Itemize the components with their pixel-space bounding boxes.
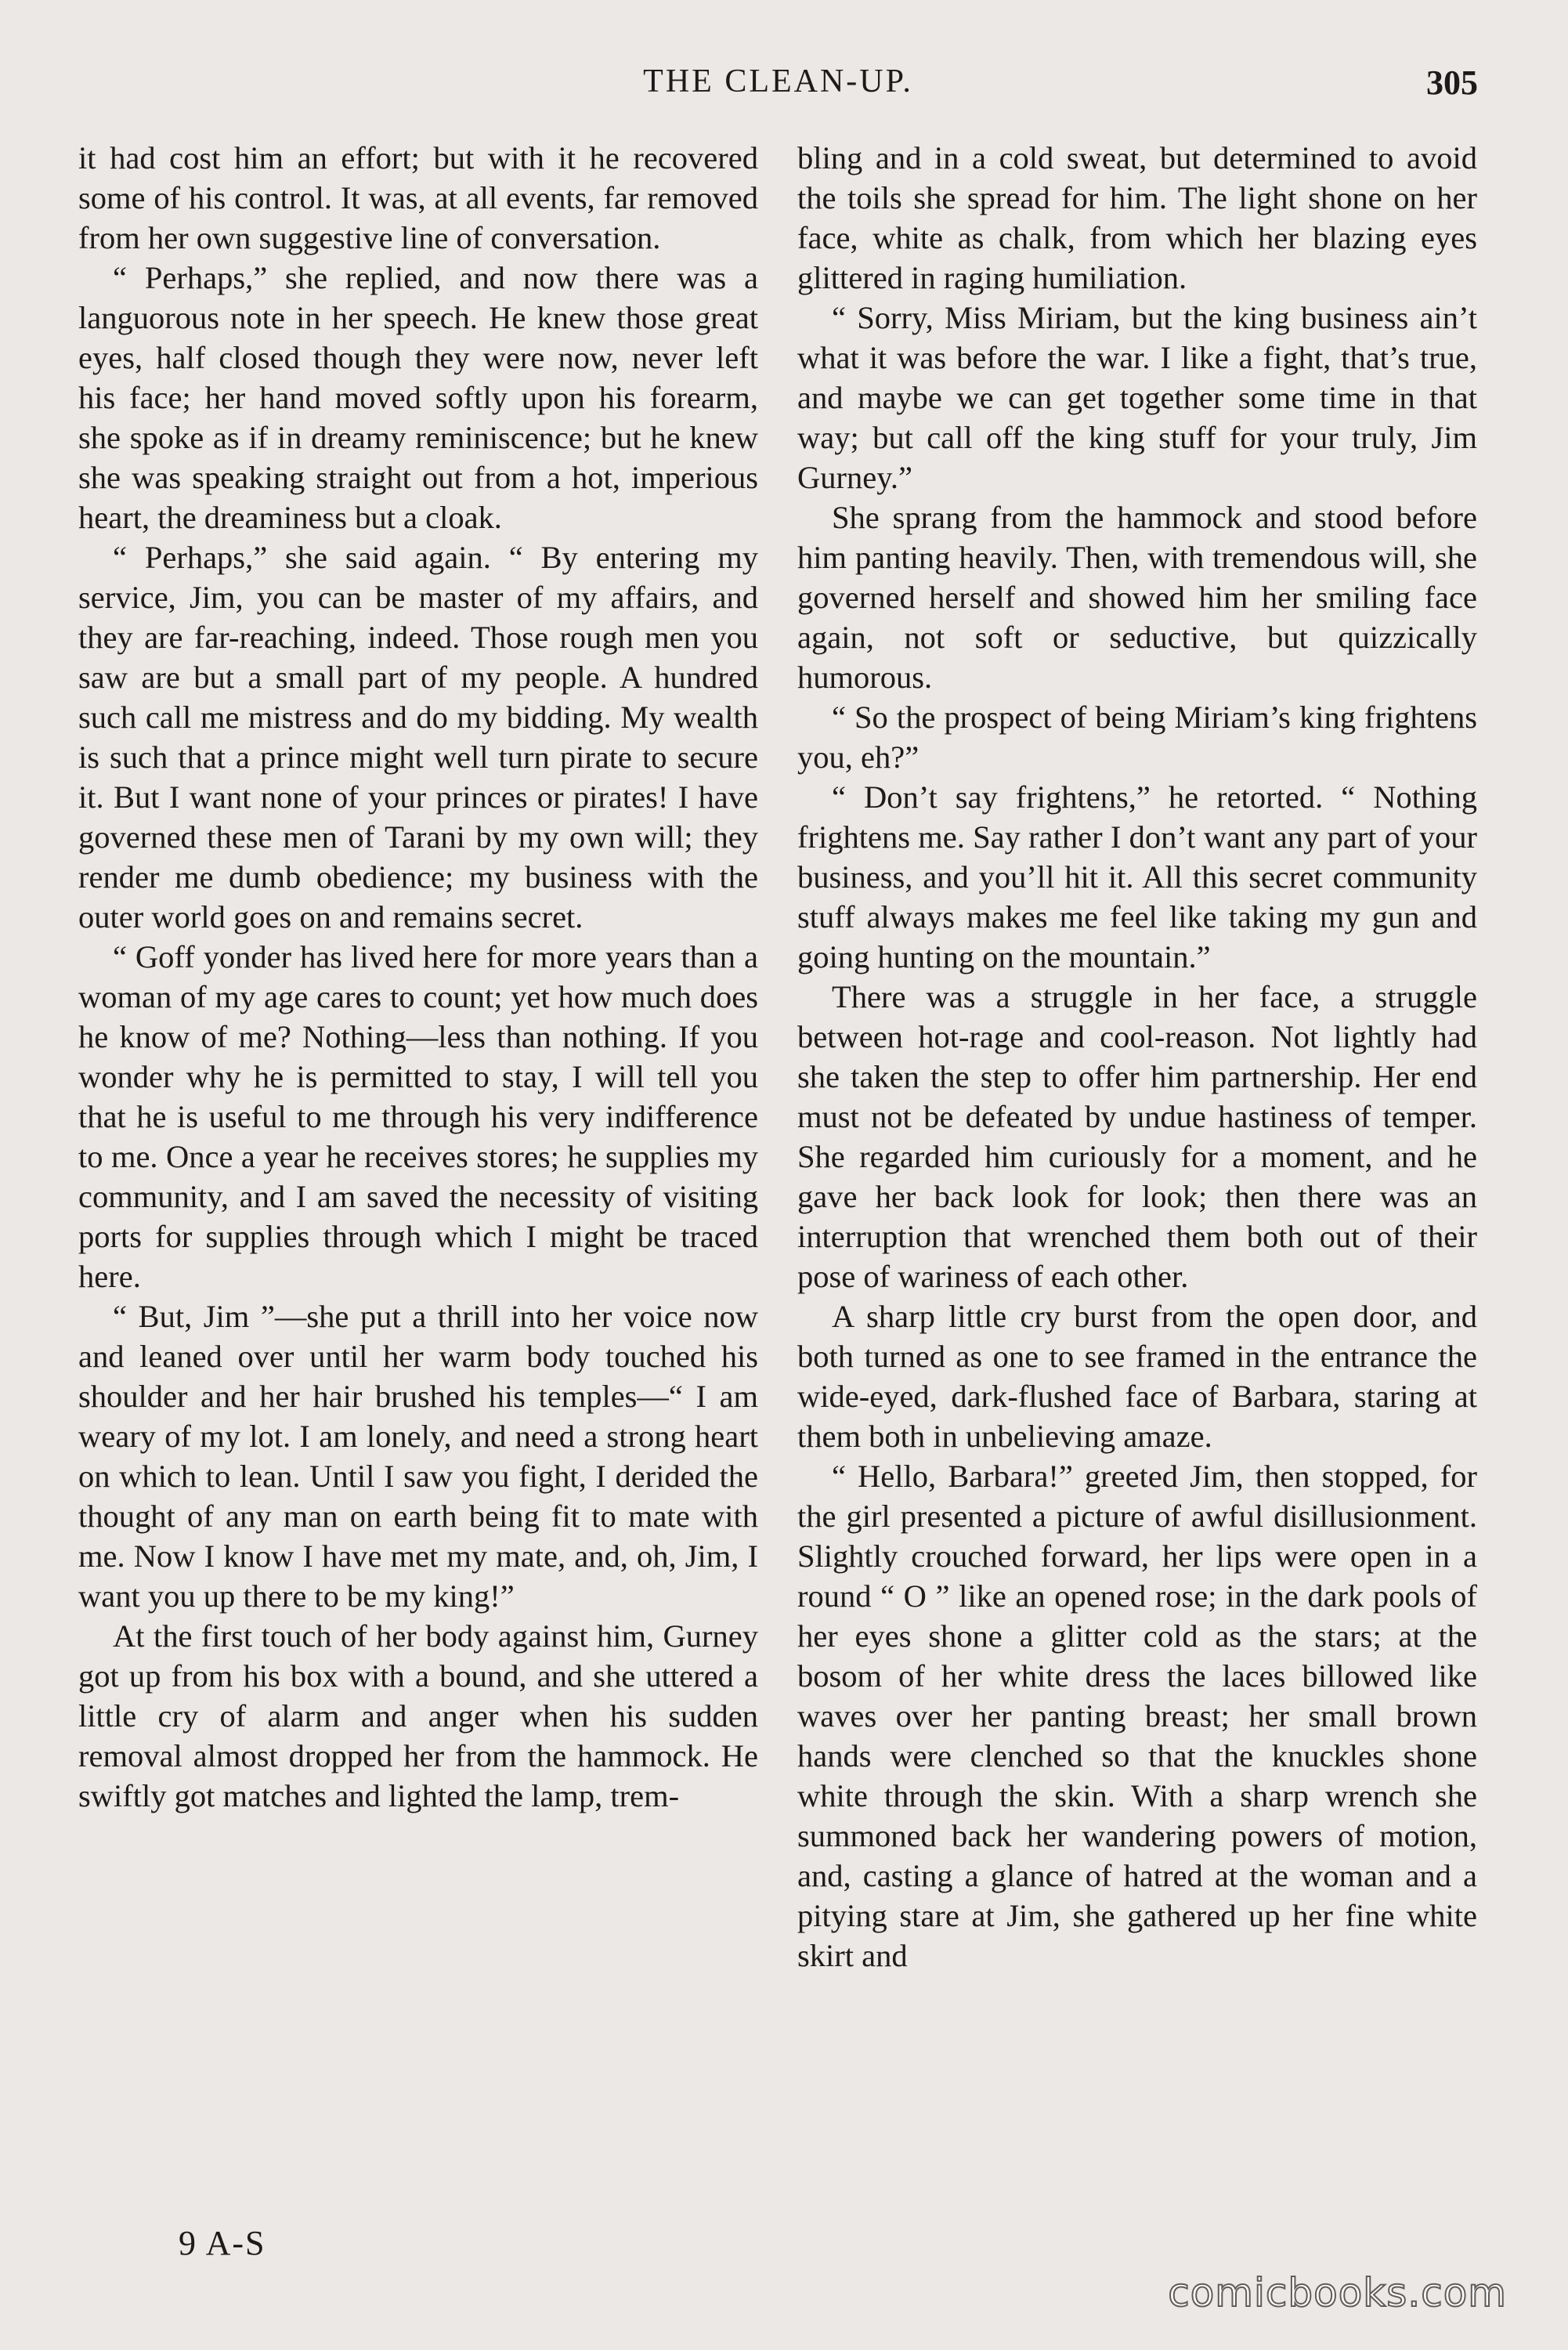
paragraph: She sprang from the hammock and stood before him panting heavily. Then, with tremendous will, she governed herself and showed him her smiling face again, not soft or seductive, but quizzically humorous. — [797, 500, 1477, 695]
paragraph: “ Goff yonder has lived here for more years than a woman of my age cares to count; yet how much does he know of me? Nothing—less than nothing. If you wonder why he is permitted to stay, I will tell you that he is useful to me through his very indifference to me. Once a year he receives stores; he supplies my community, and I am saved the necessity of visiting ports for supplies through which I might be traced here. — [78, 939, 758, 1294]
watermark: comicbooks.com — [1168, 2270, 1507, 2316]
paragraph: “ Perhaps,” she said again. “ By entering my service, Jim, you can be master of my affairs, and they are far-reaching, indeed. Those rough men you saw are but a small part of my people. A hundred such call me mistress and do my bidding. My wealth is such that a prince might well turn pirate to secure it. But I want none of your princes or pirates! I have governed these men of Tarani by my own will; they render me dumb obedience; my business with the outer world goes on and remains secret. — [78, 540, 758, 935]
paragraph: “ Sorry, Miss Miriam, but the king business ain’t what it was before the war. I like a fight, that’s true, and maybe we can get together some time in that way; but call off the king stuff for your truly, Jim Gurney.” — [797, 300, 1477, 495]
running-head — [78, 63, 1478, 110]
paragraph: bling and in a cold sweat, but determined to avoid the toils she spread for him. The light shone on her face, white as chalk, from which her blazing eyes glittered in raging humiliation. — [797, 140, 1477, 295]
paragraph: There was a struggle in her face, a struggle between hot-rage and cool-reason. Not lightly had she taken the step to offer him partnership. Her end must not be defeated by undue hastiness of temper. She regarded him curiously for a moment, and he gave her back look for look; then there was an interruption that wrenched them both out of their pose of wariness of each other. — [797, 979, 1477, 1294]
paragraph: “ Perhaps,” she replied, and now there was a languorous note in her speech. He knew those great eyes, half closed though they were now, never left his face; her hand moved softly upon his forearm, she spoke as if in dreamy reminiscence; but he knew she was speaking straight out from a hot, imperious heart, the dreaminess but a cloak. — [78, 260, 758, 535]
paragraph: “ So the prospect of being Miriam’s king frightens you, eh?” — [797, 700, 1477, 775]
left-column — [78, 138, 758, 1816]
right-column — [797, 138, 1477, 1976]
paragraph: At the first touch of her body against him, Gurney got up from his box with a bound, and she uttered a little cry of alarm and anger when his sudden removal almost dropped her from the hammock. He swiftly got matches and lighted the lamp, trem- — [78, 1618, 758, 1813]
paragraph: “ Hello, Barbara!” greeted Jim, then stopped, for the girl presented a picture of awful disillusionment. Slightly crouched forward, her lips were open in a round “ O ” like an opened rose; in the dark pools of her eyes shone a glitter cold as the stars; at the bosom of her white dress the laces billowed like waves over her panting breast; her small brown hands were clenched so that the knuckles shone white through the skin. With a sharp wrench she summoned back her wandering powers of motion, and, casting a glance of hatred at the woman and a pitying stare at Jim, she gathered up her fine white skirt and — [797, 1459, 1477, 1973]
page-number: 305 — [1426, 63, 1478, 102]
paragraph: “ Don’t say frightens,” he retorted. “ Nothing frightens me. Say rather I don’t want any part of your business, and you’ll hit it. All this secret community stuff always makes me feel like taking my gun and going hunting on the mountain.” — [797, 779, 1477, 974]
paragraph: it had cost him an effort; but with it he recovered some of his control. It was, at all events, far removed from her own suggestive line of conversation. — [78, 140, 758, 255]
running-title: THE CLEAN-UP. — [643, 63, 913, 99]
paragraph: A sharp little cry burst from the open door, and both turned as one to see framed in the entrance the wide-eyed, dark-flushed face of Barbara, staring at them both in unbelieving amaze. — [797, 1299, 1477, 1454]
signature-mark: 9 A-S — [179, 2224, 266, 2262]
paragraph: “ But, Jim ”—she put a thrill into her voice now and leaned over until her warm body touched his shoulder and her hair brushed his temples—“ I am weary of my lot. I am lonely, and need a strong heart on which to lean. Until I saw you fight, I derided the thought of any man on earth being fit to mate with me. Now I know I have met my mate, and, oh, Jim, I want you up there to be my king!” — [78, 1299, 758, 1614]
